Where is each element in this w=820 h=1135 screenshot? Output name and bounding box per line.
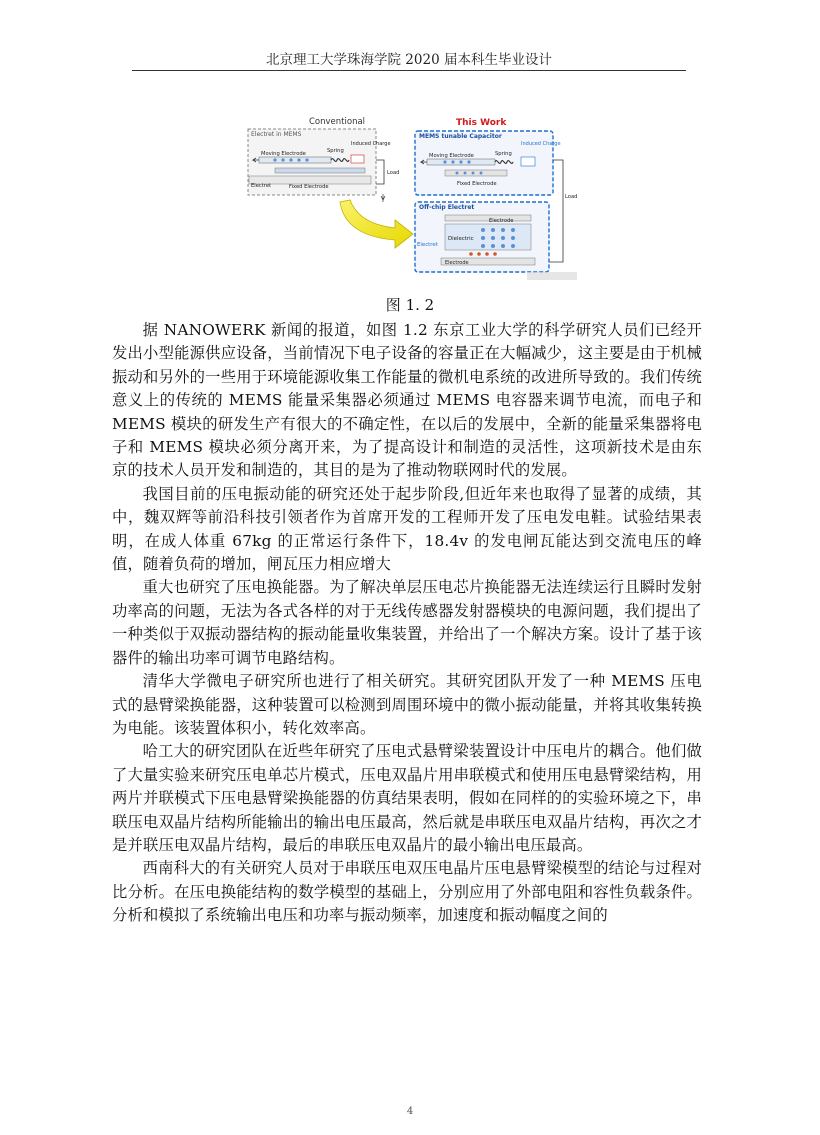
charge-dot [480,172,483,175]
conventional-load-label: Load [387,170,400,176]
conventional-fixed-electrode-label: Fixed Electrode [289,184,329,190]
charge-dot [511,228,515,232]
charge-dot [491,236,495,240]
paragraph: 西南科大的有关研究人员对于串联压电双压电晶片压电悬臂梁模型的结论与过程对比分析。在压电换能结构的数学模型的基础上，分别应用了外部电阻和容性负载条件。分析和模拟了系统输出电压和功率与振动频率，加速度和振动幅度之间的 [112,859,702,925]
this-work-title: This Work [456,118,507,128]
charge-dot [501,244,505,248]
off-chip-electret-label: Electret [417,242,438,248]
induced-charge-box [351,155,364,163]
off-chip-box-label: Off-chip Electret [419,204,475,211]
charge-dot [481,228,485,232]
conventional-box-label: Electret in MEMS [251,131,302,138]
charge-dot [501,236,505,240]
off-chip-bottom-electrode-label: Electrode [445,260,469,266]
charge-dot [477,252,481,256]
induced-charge-box [521,157,535,166]
charge-dot [297,158,300,161]
charge-dot [469,252,473,256]
conventional-moving-electrode [259,157,331,163]
conventional-electret-layer [275,168,365,173]
paragraph: 哈工大的研究团队在近些年研究了压电式悬臂梁装置设计中压电片的耦合。他们做了大量实验来研究压电单芯片模式，压电双晶片用串联模式和使用压电悬臂梁结构，用两片并联模式下压电悬臂梁换能器的仿真结果表明，假如在同样的的实验环境之下，串联压电双晶片结构所能输出的输出电压最高，然后就是串联压电双晶片结构，再次之才是并联压电双晶片结构，最后的串联压电双晶片的最小输出电压最高。 [112,742,702,854]
conventional-electret-label: Electret [251,183,272,189]
charge-dot [493,252,497,256]
charge-dot [491,244,495,248]
charge-dot [289,158,292,161]
charge-dot [281,158,284,161]
charge-dot [451,160,454,163]
charge-dot [459,160,462,163]
charge-dot [481,236,485,240]
charge-dot [481,244,485,248]
paragraph: 据 NANOWERK 新闻的报道，如图 1.2 东京工业大学的科学研究人员们已经开发出小型能源供应设备，当前情况下电子设备的容量正在大幅减少，这主要是由于机械振动和另外的一些用于环境能源收集工作能量的微机电系统的改进所导致的。我们传统意义上的传统的 MEMS 能量采集器必须通过 MEMS 电容器来调节电流，而电子和 MEMS 模块的研发生产有很大的不确定性，在以后的发展中，全新的能量采集器将电子和 MEMS 模块必须分离开来，为了提高设计和制造的灵活性，这项新技术是由东京的技术人员开发和制造的，其目的是为了推动物联网时代的发展。 [112,321,702,480]
charge-dot [305,158,308,161]
watermark [527,272,577,280]
figure-caption: 图 1. 2 [385,296,435,314]
charge-dot [491,228,495,232]
conventional-load-wire [376,160,384,184]
charge-dot [472,172,475,175]
page-number: 4 [406,1106,414,1117]
conventional-title: Conventional [309,117,366,127]
this-work-moving-electrode-label: Moving Electrode [429,153,474,159]
off-chip-top-electrode [445,215,531,221]
off-chip-top-electrode-label: Electrode [489,218,514,224]
paragraph: 我国目前的压电振动能的研究还处于起步阶段,但近年来也取得了显著的成绩，其中，魏双辉等前沿科技引领者作为首席开发的工程师开发了压电发电鞋。试验结果表明，在成人体重 67kg 的正常运行条件下，18.4v 的发电闸瓦能达到交流电压的峰值，随着负荷的增加，闸瓦压力相应增大 [112,484,702,574]
figure-1-2 [245,112,590,287]
conventional-moving-electrode-label: Moving Electrode [261,151,306,157]
this-work-induced-charge-label: Induced Charge [521,141,561,147]
charge-dot [464,172,467,175]
this-work-fixed-electrode [445,170,507,176]
header-rule [132,70,686,71]
running-header: 北京理工大学珠海学院 2020 届本科生毕业设计 [266,52,552,68]
charge-dot [273,158,276,161]
transition-arrow-icon [340,200,413,248]
charge-dot [443,160,446,163]
this-work-box-label: MEMS tunable Capacitor [419,133,502,140]
body-text [112,319,702,928]
charge-dot [511,244,515,248]
this-work-fixed-electrode-label: Fixed Electrode [457,181,497,187]
conventional-spring-label: Spring [327,148,344,154]
charge-dot [511,236,515,240]
conventional-induced-charge-label: Induced Charge [351,141,391,147]
charge-dot [501,228,505,232]
paragraph: 重大也研究了压电换能器。为了解决单层压电芯片换能器无法连续运行且瞬时发射功率高的问题，无法为各式各样的对于无线传感器发射器模块的电源问题，我们提出了一种类似于双振动器结构的振动能量收集装置，并给出了一个解决方案。设计了基于该器件的输出功率可调节电路结构。 [112,578,702,667]
charge-dot [467,160,470,163]
paragraph: 清华大学微电子研究所也进行了相关研究。其研究团队开发了一种 MEMS 压电式的悬臂梁换能器，这种装置可以检测到周围环境中的微小振动能量，并将其收集转换为电能。该装置体积小，转化效率高。 [112,672,702,737]
off-chip-dielectric-label: Dielectric [448,236,474,242]
this-work-spring-label: Spring [495,151,512,157]
this-work-load-label: Load [565,194,578,200]
ground-icon [381,194,385,202]
charge-dot [456,172,459,175]
charge-dot [485,252,489,256]
